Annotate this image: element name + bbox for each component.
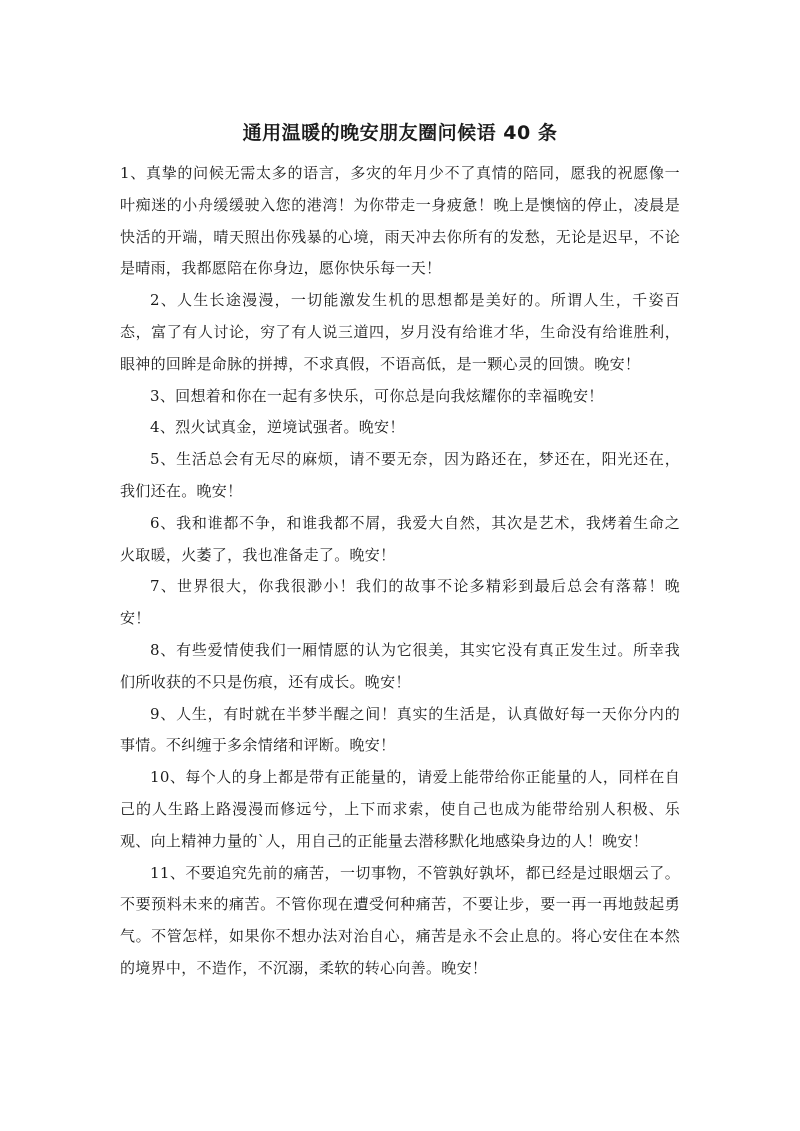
paragraph-10: 10、每个人的身上都是带有正能量的，请爱上能带给你正能量的人，同样在自己的人生路上路漫漫而修远兮，上下而求索，使自己也成为能带给别人积极、乐观、向上精神力量的`人，用自己的正能量去潜移默化地感染身边的人！晚安！ [120,768,680,850]
paragraph-1: 1、真挚的问候无需太多的语言，多灾的年月少不了真情的陪同，愿我的祝愿像一叶痴迷的小舟缓缓驶入您的港湾！为你带走一身疲惫！晚上是懊恼的停止，凌晨是快活的开端，晴天照出你残暴的心境，雨天冲去你所有的发愁，无论是迟早，不论是晴雨，我都愿陪在你身边，愿你快乐每一天！ [120,164,680,278]
paragraph-6: 6、我和谁都不争，和谁我都不屑，我爱大自然，其次是艺术，我烤着生命之火取暖，火萎了，我也准备走了。晚安！ [120,513,680,564]
paragraph-5: 5、生活总会有无尽的麻烦，请不要无奈，因为路还在，梦还在，阳光还在，我们还在。晚安！ [120,450,680,500]
paragraph-8: 8、有些爱情使我们一厢情愿的认为它很美，其实它没有真正发生过。所幸我们所收获的不只是伤痕，还有成长。晚安！ [120,640,680,691]
paragraph-3: 3、回想着和你在一起有多快乐，可你总是向我炫耀你的幸福晚安！ [150,386,604,405]
paragraph-11: 11、不要追究先前的痛苦，一切事物，不管孰好孰坏，都已经是过眼烟云了。不要预料未来的痛苦。不管你现在遭受何种痛苦，不要让步，要一再一再地鼓起勇气。不管怎样，如果你不想办法对治自心，痛苦是永不会止息的。将心安住在本然的境界中，不造作，不沉溺，柔软的转心向善。晚安！ [120,863,680,977]
paragraph-7: 7、世界很大，你我很渺小！我们的故事不论多精彩到最后总会有落幕！晚安！ [120,577,680,628]
document-page [120,118,680,985]
paragraph-2: 2、人生长途漫漫，一切能激发生机的思想都是美好的。所谓人生，千姿百态，富了有人讨论，穷了有人说三道四，岁月没有给谁才华，生命没有给谁胜利，眼神的回眸是命脉的拼搏，不求真假，不语高低，是一颗心灵的回馈。晚安！ [120,291,680,373]
document-title: 通用温暖的晚安朋友圈问候语 40 条 [242,122,558,144]
paragraph-4: 4、烈火试真金，逆境试强者。晚安！ [150,418,405,437]
paragraph-9: 9、人生，有时就在半梦半醒之间！真实的生活是，认真做好每一天你分内的事情。不纠缠于多余情绪和评断。晚安！ [120,704,680,755]
